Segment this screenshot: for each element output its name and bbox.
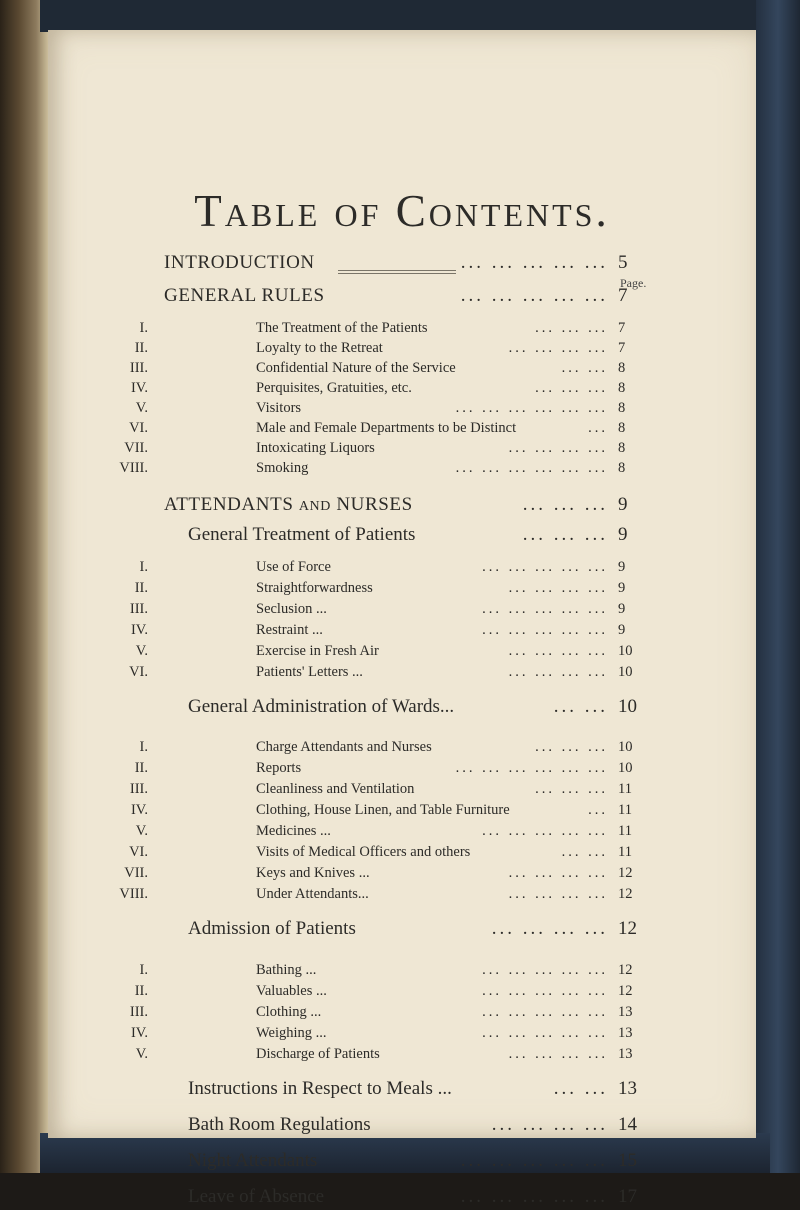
toc-entry-numeral: VII. xyxy=(124,440,148,456)
toc-page-number: 17 xyxy=(618,1186,637,1207)
toc-entry-title: Patients' Letters ... xyxy=(256,664,363,680)
toc-entry-numeral: I. xyxy=(139,962,148,978)
toc-entry-title: Confidential Nature of the Service xyxy=(256,360,456,376)
toc-entry xyxy=(48,1114,756,1138)
toc-entry-title: Loyalty to the Retreat xyxy=(256,340,383,356)
toc-page-number: 9 xyxy=(618,622,626,638)
toc-entry-numeral: II. xyxy=(134,580,148,596)
toc-leader-dots: ... ... ... xyxy=(535,781,608,797)
toc-entry-title: Discharge of Patients xyxy=(256,1046,380,1062)
toc-entry-title: Seclusion ... xyxy=(256,601,327,617)
toc-entry-title: Weighing ... xyxy=(256,1025,327,1041)
toc-leader-dots: ... ... ... ... ... xyxy=(482,1004,608,1020)
toc-leader-dots: ... ... ... xyxy=(535,739,608,755)
toc-entry-title: ATTENDANTS AND NURSES xyxy=(164,494,413,515)
toc-leader-dots: ... ... ... ... ... xyxy=(460,1150,608,1171)
toc-leader-dots: ... ... ... ... xyxy=(508,440,608,456)
toc-leader-dots: ... ... ... ... ... xyxy=(460,252,608,273)
toc-entry-title: Admission of Patients xyxy=(188,918,356,939)
toc-page-number: 8 xyxy=(618,460,626,476)
toc-entry-title: Restraint ... xyxy=(256,622,323,638)
toc-page-number: 8 xyxy=(618,360,626,376)
toc-entry-title: Charge Attendants and Nurses xyxy=(256,739,432,755)
toc-leader-dots: ... ... ... ... xyxy=(508,886,608,902)
toc-entry xyxy=(48,460,756,484)
toc-leader-dots: ... ... ... ... ... xyxy=(482,823,608,839)
toc-entry xyxy=(48,1150,756,1174)
toc-entry-title: GENERAL RULES xyxy=(164,285,325,306)
toc-entry-numeral: VIII. xyxy=(119,460,148,476)
page-column-label: Page. xyxy=(620,276,647,290)
toc-leader-dots: ... ... ... ... xyxy=(508,664,608,680)
toc-entry-numeral: I. xyxy=(139,320,148,336)
toc-page-number: 11 xyxy=(618,844,632,860)
toc-leader-dots: ... ... ... ... ... xyxy=(482,559,608,575)
toc-entry-title: Medicines ... xyxy=(256,823,331,839)
toc-leader-dots: ... ... ... ... ... ... xyxy=(455,760,608,776)
toc-entry-title: Reports xyxy=(256,760,302,776)
toc-entry-numeral: IV. xyxy=(130,380,148,396)
toc-leader-dots: ... xyxy=(588,802,608,818)
toc-entry-numeral: VII. xyxy=(124,865,148,881)
toc-leader-dots: ... ... ... ... xyxy=(508,1046,608,1062)
toc-entry-title: Perquisites, Gratuities, etc. xyxy=(256,380,412,396)
toc-page-number: 9 xyxy=(618,494,629,515)
toc-leader-dots: ... ... ... xyxy=(522,524,608,545)
toc-entry-title: Night Attendants xyxy=(188,1150,318,1171)
toc-leader-dots: ... ... ... ... ... ... xyxy=(455,460,608,476)
toc-page-number: 9 xyxy=(618,559,626,575)
toc-page-number: 15 xyxy=(618,1150,637,1171)
toc-entry xyxy=(48,664,756,688)
toc-page-number: 8 xyxy=(618,420,626,436)
toc-leader-dots: ... ... xyxy=(553,1078,608,1099)
toc-page-number: 8 xyxy=(618,380,626,396)
book-page xyxy=(48,30,756,1207)
toc-page-number: 13 xyxy=(618,1078,637,1099)
toc-leader-dots: ... ... ... ... ... ... xyxy=(455,400,608,416)
toc-page-number: 10 xyxy=(618,760,633,776)
toc-entry-title: Straightforwardness xyxy=(256,580,373,596)
toc-leader-dots: ... ... ... xyxy=(535,320,608,336)
toc-leader-dots: ... ... xyxy=(561,844,608,860)
toc-entry-numeral: VIII. xyxy=(119,886,148,902)
toc-entry-title: Keys and Knives ... xyxy=(256,865,370,881)
toc-entry xyxy=(48,1186,756,1210)
toc-leader-dots: ... ... ... ... xyxy=(508,580,608,596)
toc-entry-numeral: VI. xyxy=(129,420,148,436)
toc-entry-title: Visits of Medical Officers and others xyxy=(256,844,471,860)
toc-entry-numeral: V. xyxy=(135,643,148,659)
toc-leader-dots: ... ... ... ... ... xyxy=(460,1186,608,1207)
toc-entry-title: Under Attendants... xyxy=(256,886,369,902)
toc-entry-title: Instructions in Respect to Meals ... xyxy=(188,1078,452,1099)
toc-entry-title: INTRODUCTION xyxy=(164,252,315,273)
toc-leader-dots: ... ... ... ... ... xyxy=(482,962,608,978)
toc-page-number: 9 xyxy=(618,524,628,545)
book-binding xyxy=(0,0,48,1173)
toc-page-number: 5 xyxy=(618,252,629,273)
toc-page-number: 7 xyxy=(618,320,626,336)
toc-page-number: 10 xyxy=(618,739,633,755)
toc-entry-title: General Administration of Wards... xyxy=(188,696,455,717)
toc-page-number: 13 xyxy=(618,1004,633,1020)
toc-page-number: 9 xyxy=(618,580,626,596)
toc-leader-dots: ... ... ... ... xyxy=(508,340,608,356)
toc-entry-numeral: V. xyxy=(135,823,148,839)
toc-entry-numeral: IV. xyxy=(130,622,148,638)
toc-entry-title: Exercise in Fresh Air xyxy=(256,643,379,659)
toc-leader-dots: ... ... ... ... ... xyxy=(482,1025,608,1041)
toc-entry xyxy=(48,918,756,942)
toc-entry-numeral: II. xyxy=(134,983,148,999)
toc-entry xyxy=(48,252,756,276)
toc-entry-title: Bathing ... xyxy=(256,962,317,978)
toc-entry xyxy=(48,696,756,720)
toc-entry-title: Intoxicating Liquors xyxy=(256,440,375,456)
toc-leader-dots: ... ... ... ... xyxy=(508,643,608,659)
book-cover-right xyxy=(756,0,800,1173)
toc-entry-numeral: III. xyxy=(129,360,148,376)
toc-leader-dots: ... ... ... xyxy=(522,494,608,515)
book-cover-top xyxy=(40,0,770,32)
toc-entry xyxy=(48,1078,756,1102)
toc-page-number: 7 xyxy=(618,340,626,356)
toc-leader-dots: ... xyxy=(588,420,608,436)
toc-page-number: 10 xyxy=(618,696,637,717)
toc-leader-dots: ... ... ... ... ... xyxy=(460,285,608,306)
toc-entry-numeral: II. xyxy=(134,760,148,776)
toc-entry-numeral: III. xyxy=(129,781,148,797)
toc-page-number: 11 xyxy=(618,802,632,818)
toc-entry xyxy=(48,494,756,518)
toc-leader-dots: ... ... xyxy=(553,696,608,717)
toc-entry-title: The Treatment of the Patients xyxy=(256,320,428,336)
toc-page-number: 7 xyxy=(618,285,629,306)
toc-entry-title: Visitors xyxy=(256,400,302,416)
toc-entry-numeral: VI. xyxy=(129,664,148,680)
toc-entry-title: Cleanliness and Ventilation xyxy=(256,781,415,797)
toc-entry-numeral: III. xyxy=(129,1004,148,1020)
toc-entry-title: Clothing ... xyxy=(256,1004,322,1020)
toc-entry-title: Smoking xyxy=(256,460,309,476)
toc-entry-numeral: I. xyxy=(139,739,148,755)
toc-page-number: 8 xyxy=(618,440,626,456)
toc-page-number: 10 xyxy=(618,664,633,680)
toc-entry-title: Clothing, House Linen, and Table Furniture xyxy=(256,802,510,818)
toc-leader-dots: ... ... xyxy=(561,360,608,376)
toc-page-number: 12 xyxy=(618,918,637,939)
toc-page-number: 9 xyxy=(618,601,626,617)
toc-entry-numeral: I. xyxy=(139,559,148,575)
toc-entry-numeral: IV. xyxy=(130,802,148,818)
toc-entry-title: Valuables ... xyxy=(256,983,327,999)
toc-page-number: 12 xyxy=(618,886,633,902)
toc-leader-dots: ... ... ... xyxy=(535,380,608,396)
toc-leader-dots: ... ... ... ... ... xyxy=(482,983,608,999)
toc-page-number: 11 xyxy=(618,823,632,839)
toc-entry xyxy=(48,886,756,910)
toc-entry-title: Male and Female Departments to be Distinct xyxy=(256,420,517,436)
toc-page-number: 8 xyxy=(618,400,626,416)
toc-entry-numeral: V. xyxy=(135,1046,148,1062)
toc-page-number: 14 xyxy=(618,1114,637,1135)
page-title: Table of Contents. xyxy=(194,186,610,236)
toc-page-number: 13 xyxy=(618,1025,633,1041)
toc-entry-title: General Treatment of Patients xyxy=(188,524,416,545)
toc-entry-title: Bath Room Regulations xyxy=(188,1114,371,1135)
toc-entry xyxy=(48,524,756,548)
toc-page-number: 11 xyxy=(618,781,632,797)
toc-page-number: 12 xyxy=(618,962,633,978)
toc-page-number: 10 xyxy=(618,643,633,659)
toc-entry xyxy=(48,1046,756,1070)
toc-leader-dots: ... ... ... ... xyxy=(491,1114,608,1135)
toc-page-number: 13 xyxy=(618,1046,633,1062)
toc-entry-numeral: IV. xyxy=(130,1025,148,1041)
toc-entry-numeral: II. xyxy=(134,340,148,356)
toc-page-number: 12 xyxy=(618,865,633,881)
toc-entry xyxy=(48,285,756,309)
toc-page-number: 12 xyxy=(618,983,633,999)
toc-entry-title: Use of Force xyxy=(256,559,331,575)
toc-entry-numeral: V. xyxy=(135,400,148,416)
toc-leader-dots: ... ... ... ... ... xyxy=(482,601,608,617)
toc-entry-title: Leave of Absence xyxy=(188,1186,325,1207)
toc-entry-numeral: VI. xyxy=(129,844,148,860)
toc-leader-dots: ... ... ... ... xyxy=(508,865,608,881)
toc-leader-dots: ... ... ... ... xyxy=(491,918,608,939)
toc-leader-dots: ... ... ... ... ... xyxy=(482,622,608,638)
toc-entry-numeral: III. xyxy=(129,601,148,617)
